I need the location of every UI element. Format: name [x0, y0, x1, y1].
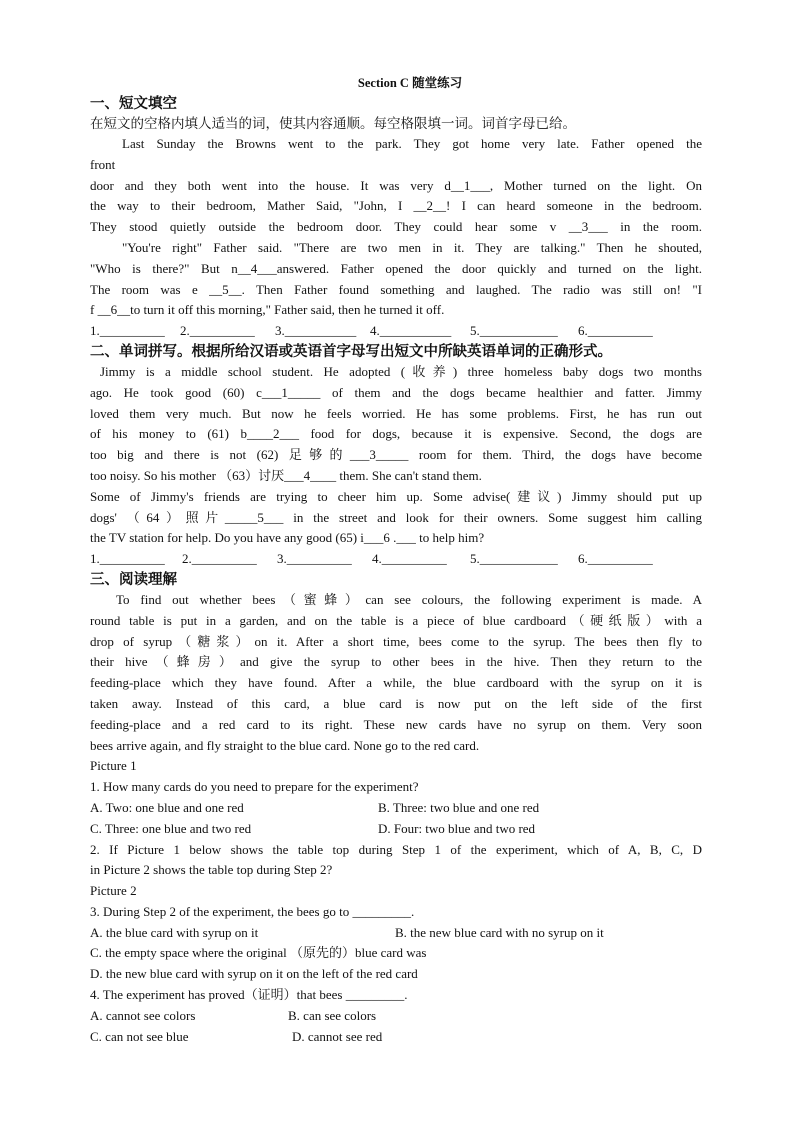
part1-answer-row: [90, 321, 702, 342]
part1-line: f __6__to turn it off this morning," Father said, then he turned it off.: [90, 302, 445, 318]
answer-blank[interactable]: 1.__________: [90, 551, 165, 567]
reading-line: round table is put in a garden, and on the table is a piece of blue cardboard（硬纸版）with a: [90, 612, 702, 628]
reading-line: To find out whether bees（蜜蜂）can see colours, the following experiment is made. A: [116, 591, 702, 607]
answer-blank[interactable]: 6.__________: [578, 323, 653, 339]
q3-option-a[interactable]: A. the blue card with syrup on it: [90, 924, 259, 940]
q1-options-row: [90, 819, 702, 840]
part1-line: front: [90, 156, 116, 172]
reading-line: drop of syrup（糖浆）on it. After a short time, bees come to the syrup. The bees then fly to: [90, 633, 702, 649]
part3-heading: 三、阅读理解: [90, 571, 177, 588]
q3-option-d[interactable]: D. the new blue card with syrup on it on the left of the red card: [90, 966, 418, 982]
reading-line: feeding-place and a red card to its right. These new cards have no syrup on them. Very soon: [90, 716, 702, 732]
answer-blank[interactable]: 3.__________: [277, 551, 352, 567]
part2-line: dogs' （64）照片_____5___ in the street and look for their owners. Some suggest him calling: [90, 509, 702, 525]
part2-heading: 二、单词拼写。根据所给汉语或英语首字母写出短文中所缺英语单词的正确形式。: [90, 343, 612, 360]
part2-line: too noisy. So his mother （63）讨厌___4____ them. She can't stand them.: [90, 467, 482, 483]
part1-line: "Who is there?" But n__4___answered. Father opened the door quickly and turned on the light.: [90, 260, 702, 276]
question-2-cont: in Picture 2 shows the table top during Step 2?: [90, 862, 333, 878]
q3-options-row: [90, 923, 702, 944]
part1-line: "You're right" Father said. "There are two men in it. They are talking." Then he shouted,: [122, 239, 702, 255]
q1-option-a[interactable]: A. Two: one blue and one red: [90, 799, 244, 815]
reading-line: taken away. Instead of this card, a blue card is now put on the left side of the first: [90, 695, 702, 711]
q3-option-c[interactable]: C. the empty space where the original （原先的）blue card was: [90, 945, 427, 961]
reading-line: bees arrive again, and fly straight to the blue card. None go to the red card.: [90, 737, 480, 753]
q4-option-d[interactable]: D. cannot see red: [292, 1028, 383, 1044]
part1-line: They stood quietly outside the bedroom door. They could hear some v __3___ in the room.: [90, 219, 702, 235]
q1-options-row: [90, 798, 702, 819]
part1-line: The room was e __5__. Then Father found something and laughed. The radio was still on! "I: [90, 281, 702, 297]
q4-options-row: [90, 1027, 702, 1048]
part2-line: loved them very much. But now he feels worried. He has some problems. First, he has run out: [90, 405, 702, 421]
part1-instruction: 在短文的空格内填人适当的词，使其内容通顺。每空格限填一词。词首字母已给。: [90, 116, 576, 132]
worksheet-page: [90, 72, 702, 1047]
q4-options-row: [90, 1006, 702, 1027]
q1-option-d[interactable]: D. Four: two blue and two red: [378, 820, 536, 836]
q4-option-c[interactable]: C. can not see blue: [90, 1028, 189, 1044]
part2-line: the TV station for help. Do you have any good (65) i___6 .___ to help him?: [90, 530, 485, 546]
answer-blank[interactable]: 5.____________: [470, 323, 558, 339]
part2-answer-row: [90, 549, 702, 570]
answer-blank[interactable]: 5.____________: [470, 551, 558, 567]
part1-line: the way to their bedroom, Mather Said, "John, I __2__! I can heard someone in the bedroom.: [90, 198, 702, 214]
reading-line: feeding-place which they have found. After a while, the blue cardboard with the syrup on it is: [90, 675, 702, 691]
q1-option-c[interactable]: C. Three: one blue and two red: [90, 820, 252, 836]
question-3: 3. During Step 2 of the experiment, the bees go to _________.: [90, 903, 415, 919]
q4-option-a[interactable]: A. cannot see colors: [90, 1007, 196, 1023]
picture1-label: Picture 1: [90, 758, 137, 774]
question-1: 1. How many cards do you need to prepare for the experiment?: [90, 779, 419, 795]
q3-option-b[interactable]: B. the new blue card with no syrup on it: [395, 924, 604, 940]
answer-blank[interactable]: 4.__________: [372, 551, 447, 567]
q4-option-b[interactable]: B. can see colors: [288, 1007, 377, 1023]
picture2-label: Picture 2: [90, 883, 137, 899]
answer-blank[interactable]: 2.__________: [180, 323, 255, 339]
reading-line: their hive（蜂房）and give the syrup to other bees in the hive. Then they return to the: [90, 654, 702, 670]
part2-line: ago. He took good (60) c___1_____ of them and the dogs became healthier and fatter. Jimmy: [90, 384, 702, 400]
part2-line: Jimmy is a middle school student. He adopted (收养) three homeless baby dogs two months: [100, 363, 702, 379]
answer-blank[interactable]: 3.___________: [275, 323, 357, 339]
part1-line: Last Sunday the Browns went to the park. They got home very late. Father opened the: [122, 136, 702, 151]
question-4: 4. The experiment has proved（证明）that bees _________.: [90, 987, 408, 1003]
answer-blank[interactable]: 6.__________: [578, 551, 653, 567]
part1-line: door and they both went into the house. It was very d__1___, Mother turned on the light. On: [90, 177, 702, 193]
answer-blank[interactable]: 1.__________: [90, 323, 165, 339]
page-title: Section C 随堂练习: [357, 76, 463, 90]
question-2: 2. If Picture 1 below shows the table top during Step 1 of the experiment, which of A, B, C, D: [90, 841, 702, 857]
part2-line: of his money to (61) b____2___ food for dogs, because it is expensive. Second, the dogs are: [90, 426, 702, 442]
q1-option-b[interactable]: B. Three: two blue and one red: [378, 799, 540, 815]
answer-blank[interactable]: 4.___________: [370, 323, 452, 339]
part1-heading: 一、短文填空: [90, 96, 177, 112]
answer-blank[interactable]: 2.__________: [182, 551, 257, 567]
part2-line: too big and there is not (62) 足够的___3_____ room for them. Third, the dogs have become: [90, 447, 702, 463]
part2-line: Some of Jimmy's friends are trying to cheer him up. Some advise(建议) Jimmy should put up: [90, 488, 702, 504]
